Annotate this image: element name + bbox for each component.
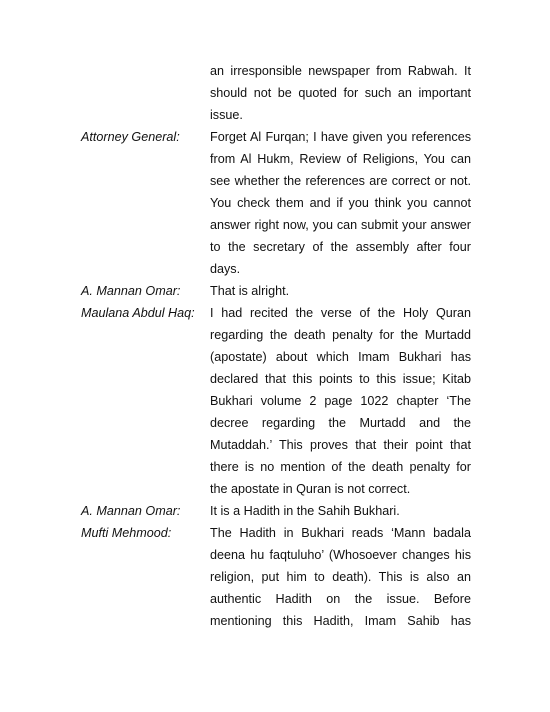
speech-line: decree regarding the Murtadd and the	[210, 416, 471, 430]
speaker-label: A. Mannan Omar:	[81, 504, 181, 518]
speech-text	[210, 500, 471, 522]
speech-line: religion, put him to death). This is also an	[210, 570, 471, 584]
speaker-label: A. Mannan Omar:	[81, 284, 181, 298]
speech-line: days.	[210, 262, 241, 276]
speech-line: see whether the references are correct or not.	[210, 174, 471, 188]
speech-line: authentic Hadith on the issue. Before	[210, 592, 471, 606]
speech-line: I had recited the verse of the Holy Quran	[210, 306, 471, 320]
speaker-label: Maulana Abdul Haq:	[81, 306, 195, 320]
speech-line: an irresponsible newspaper from Rabwah. It	[210, 64, 471, 78]
speech-text	[210, 280, 471, 302]
speech-line: Mutaddah.’ This proves that their point that	[210, 438, 471, 452]
speech-line: Forget Al Furqan; I have given you references	[210, 130, 471, 144]
speech-line: answer right now, you can submit your answer	[210, 218, 471, 232]
speech-line: mentioning this Hadith, Imam Sahib has	[210, 614, 471, 628]
speech-line: there is no mention of the death penalty for	[210, 460, 471, 474]
speech-line: The Hadith in Bukhari reads ‘Mann badala	[210, 526, 471, 540]
speech-text	[210, 302, 471, 500]
speech-line: issue.	[210, 108, 243, 122]
speech-line: You check them and if you think you cannot	[210, 196, 471, 210]
speech-text	[210, 60, 471, 126]
speech-text	[210, 126, 471, 280]
speech-line: That is alright.	[210, 284, 290, 298]
speech-line: from Al Hukm, Review of Religions, You can	[210, 152, 471, 166]
speech-line: (apostate) about which Imam Bukhari has	[210, 350, 471, 364]
speech-line: It is a Hadith in the Sahih Bukhari.	[210, 504, 400, 518]
speech-line: should not be quoted for such an important	[210, 86, 471, 100]
speech-line: to the secretary of the assembly after four	[210, 240, 471, 254]
speaker-label: Attorney General:	[81, 130, 180, 144]
speech-line: declared that this points to this issue; Kitab	[210, 372, 471, 386]
speech-line: regarding the death penalty for the Murtadd	[210, 328, 471, 342]
speech-text	[210, 522, 471, 632]
speech-line: the apostate in Quran is not correct.	[210, 482, 411, 496]
speech-line: deena hu faqtuluho’ (Whosoever changes his	[210, 548, 471, 562]
speech-line: Bukhari volume 2 page 1022 chapter ‘The	[210, 394, 471, 408]
speaker-label: Mufti Mehmood:	[81, 526, 172, 540]
